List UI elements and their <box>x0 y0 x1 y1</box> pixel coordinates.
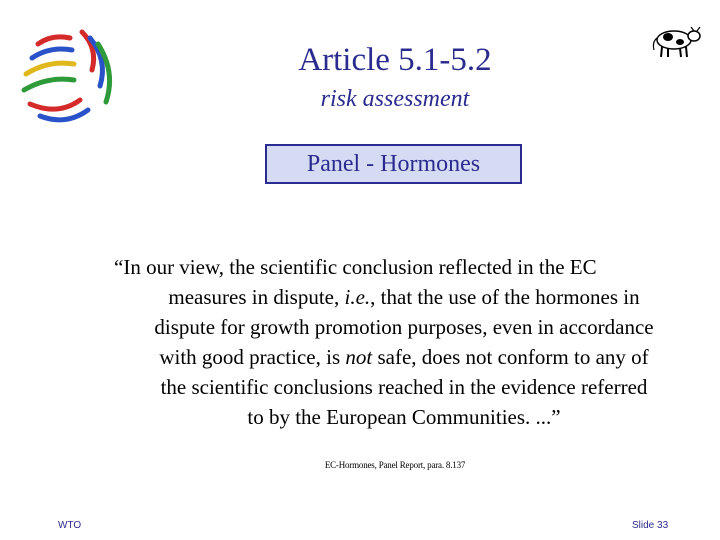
quote-text: measures in dispute, <box>168 285 340 309</box>
slide-subtitle: risk assessment <box>320 86 470 112</box>
quote-line <box>108 282 700 312</box>
quote-italic-text: not <box>345 345 373 369</box>
citation: EC-Hormones, Panel Report, para. 8.137 <box>324 460 466 470</box>
panel-label: Panel - Hormones <box>306 150 481 177</box>
quote-line: dispute for growth promotion purposes, even in accordance <box>154 315 654 339</box>
quote-text: , that the use of the hormones in <box>370 285 640 309</box>
quote-line: the scientific conclusions reached in the evidence referred <box>160 375 648 399</box>
quote-block <box>108 252 700 432</box>
cow-icon <box>650 24 704 60</box>
footer-organization: WTO <box>58 520 82 531</box>
panel-label-box <box>265 144 522 184</box>
slide-title: Article 5.1-5.2 <box>298 42 492 78</box>
quote-line: to by the European Communities. ...” <box>247 405 561 429</box>
quote-line <box>108 342 700 372</box>
quote-text: safe, does not conform to any of <box>377 345 649 369</box>
quote-line: “In our view, the scientific conclusion reflected in the EC <box>114 255 597 279</box>
wto-logo-icon <box>18 24 118 132</box>
quote-text: with good practice, is <box>159 345 341 369</box>
quote-italic-text: i.e. <box>344 285 371 309</box>
slide-number: Slide 33 <box>632 520 669 531</box>
